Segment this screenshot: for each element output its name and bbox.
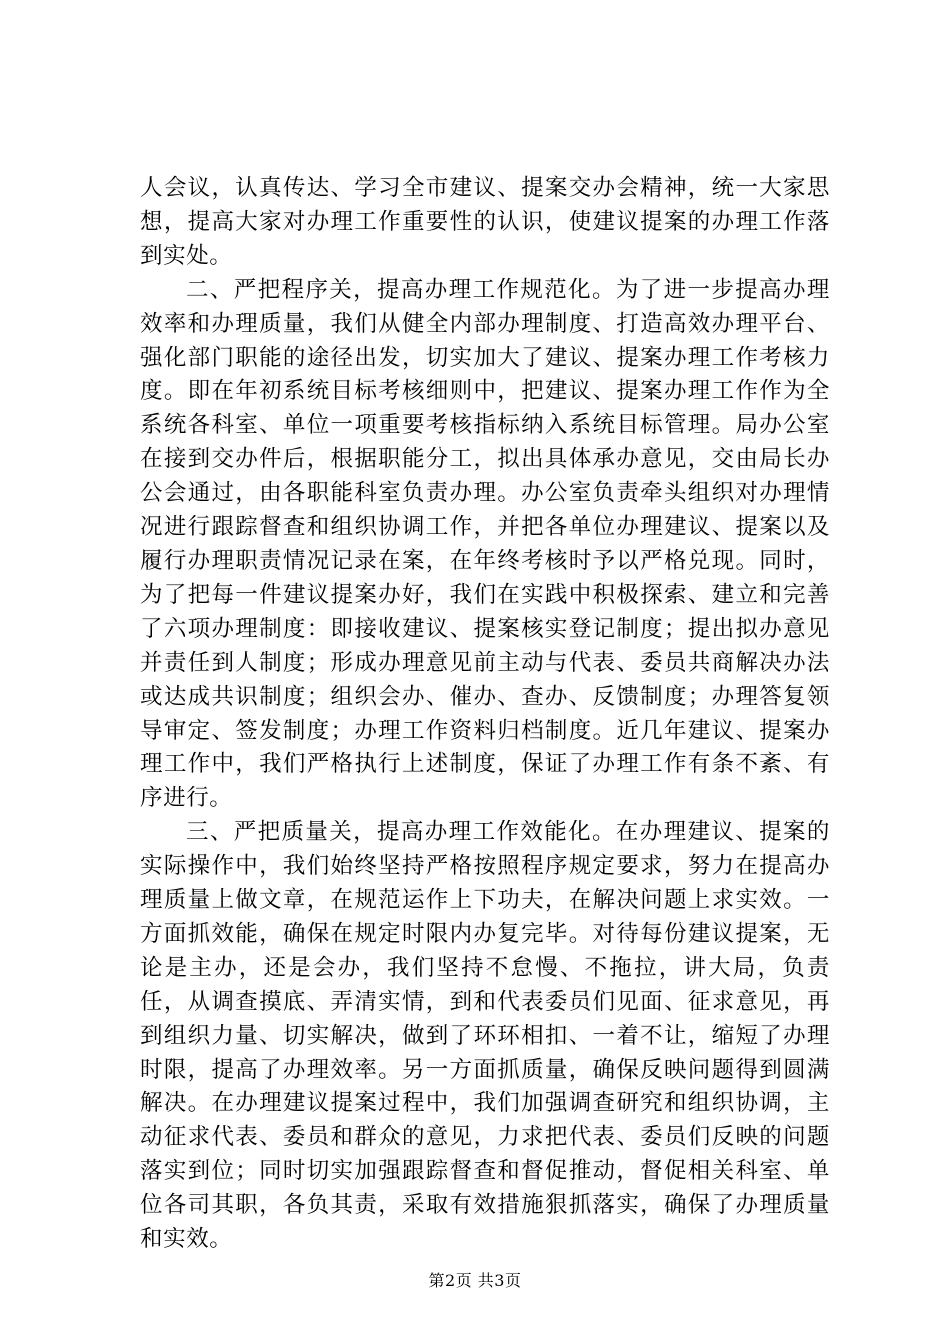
paragraph-quality: 三、严把质量关，提高办理工作效能化。在办理建议、提案的实际操作中，我们始终坚持严格按照程序规定要求，努力在提高办理质量上做文章，在规范运作上下功夫，在解决问题上求实效。一方面抓效能，确保在规定时限内办复完毕。对待每份建议提案，无论是主办，还是会办，我们坚持不怠慢、不拖拉，讲大局，负责任，从调查摸底、弄清实情，到和代表委员们见面、征求意见，再到组织力量、切实解决，做到了环环相扣、一着不让，缩短了办理时限，提高了办理效率。另一方面抓质量，确保反映问题得到圆满解决。在办理建议提案过程中，我们加强调查研究和组织协调，主动征求代表、委员和群众的意见，力求把代表、委员们反映的问题落实到位；同时切实加强跟踪督查和督促推动，督促相关科室、单位各司其职，各负其责，采取有效措施狠抓落实，确保了办理质量和实效。 [140, 819, 830, 1253]
document-body [140, 172, 830, 1257]
paragraph-continuation: 人会议，认真传达、学习全市建议、提案交办会精神，统一大家思想，提高大家对办理工作重要性的认识，使建议提案的办理工作落到实处。 [140, 175, 830, 269]
page-number-footer: 第2页 共3页 [428, 1271, 522, 1290]
paragraph-procedure: 二、严把程序关，提高办理工作规范化。为了进一步提高办理效率和办理质量，我们从健全内部办理制度、打造高效办理平台、强化部门职能的途径出发，切实加大了建议、提案办理工作考核力度。即在年初系统目标考核细则中，把建议、提案办理工作作为全系统各科室、单位一项重要考核指标纳入系统目标管理。局办公室在接到交办件后，根据职能分工，拟出具体承办意见，交由局长办公会通过，由各职能科室负责办理。办公室负责牵头组织对办理情况进行跟踪督查和组织协调工作，并把各单位办理建议、提案以及履行办理职责情况记录在案，在年终考核时予以严格兑现。同时，为了把每一件建议提案办好，我们在实践中积极探索、建立和完善了六项办理制度：即接收建议、提案核实登记制度；提出拟办意见并责任到人制度；形成办理意见前主动与代表、委员共商解决办法或达成共识制度；组织会办、催办、查办、反馈制度；办理答复领导审定、签发制度；办理工作资料归档制度。近几年建议、提案办理工作中，我们严格执行上述制度，保证了办理工作有条不紊、有序进行。 [140, 276, 830, 812]
